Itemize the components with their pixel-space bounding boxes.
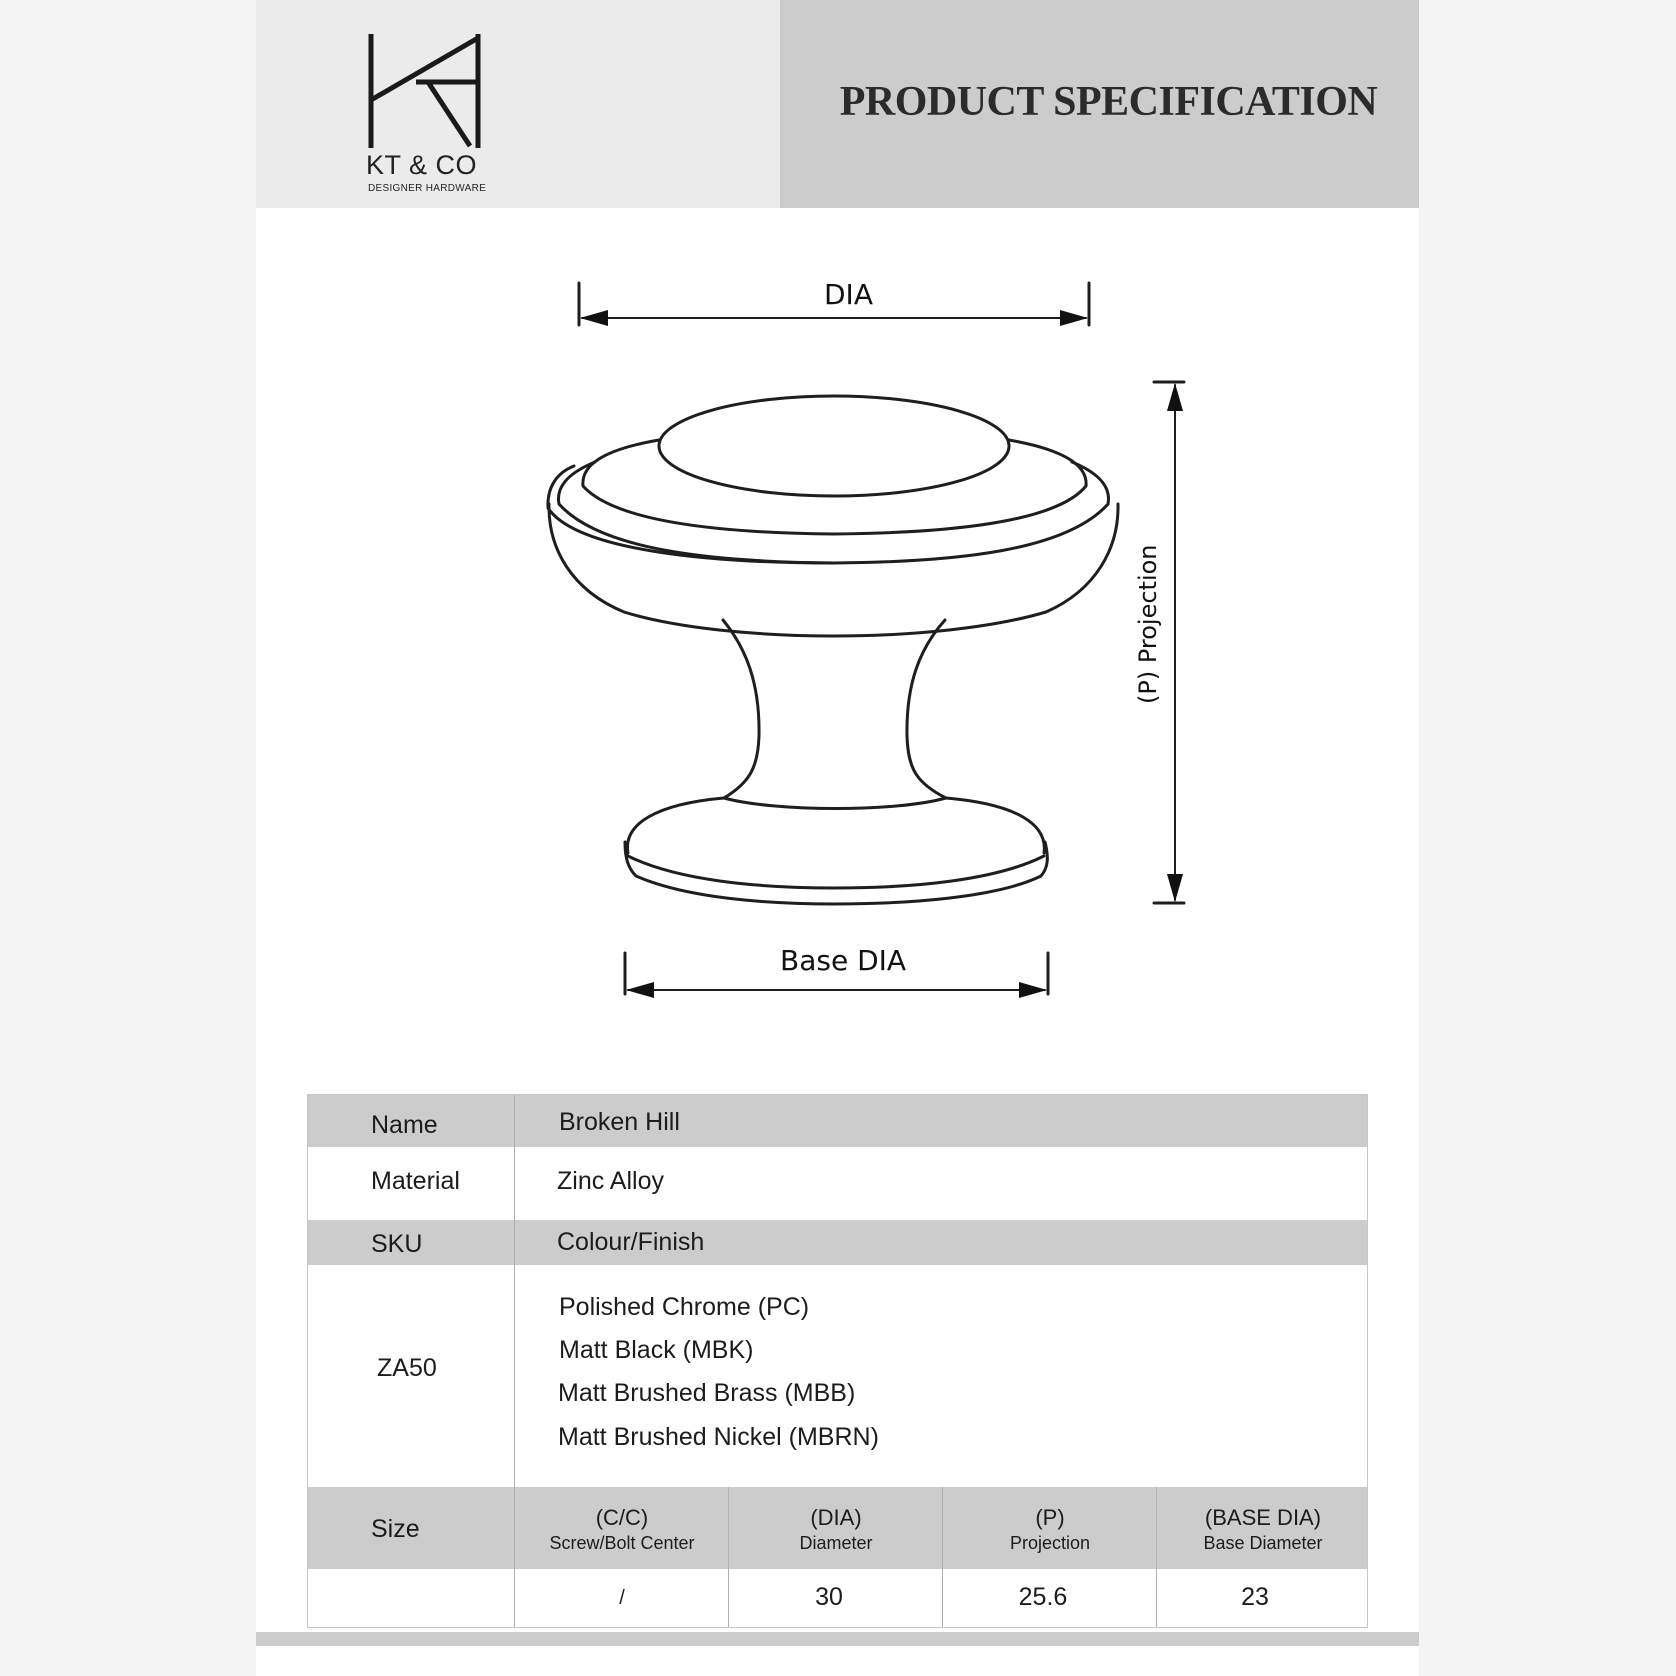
title-panel [780, 0, 1419, 208]
sku-row [308, 1220, 1367, 1265]
size-col-projection [943, 1505, 1157, 1554]
size-value-base-dia: 23 [1241, 1583, 1269, 1611]
logo-panel [256, 0, 780, 208]
finish-item: Matt Brushed Nickel (MBRN) [558, 1423, 879, 1451]
size-header-row [308, 1487, 1367, 1569]
size-col-desc: Projection [1009, 1533, 1091, 1553]
name-value: Broken Hill [559, 1108, 680, 1136]
column-divider [728, 1487, 729, 1627]
finish-row [308, 1265, 1367, 1487]
material-label: Material [371, 1167, 460, 1195]
size-col-base-dia [1157, 1505, 1369, 1554]
size-value-dia: 30 [815, 1583, 843, 1611]
material-row [308, 1147, 1367, 1214]
knob-neck-right [907, 620, 946, 798]
finish-item: Matt Black (MBK) [559, 1336, 754, 1364]
brand-tagline: DESIGNER HARDWARE [368, 183, 487, 194]
sku-label: SKU [371, 1230, 423, 1258]
name-row [308, 1095, 1367, 1147]
size-col-code: (BASE DIA) [1204, 1505, 1322, 1530]
size-value-projection: 25.6 [1018, 1583, 1068, 1611]
material-value: Zinc Alloy [557, 1167, 664, 1195]
knob-base-collar [724, 798, 946, 809]
brand-name: KT & CO [366, 150, 478, 180]
footer-bar [256, 1632, 1419, 1646]
size-col-desc: Base Diameter [1203, 1533, 1323, 1553]
size-label: Size [371, 1515, 420, 1543]
spec-table [307, 1094, 1368, 1628]
knob-ring-1 [583, 440, 1086, 534]
knob-ring-3 [548, 466, 834, 563]
projection-label: (P) Projection [1134, 544, 1162, 704]
name-label: Name [371, 1111, 438, 1139]
column-divider [942, 1487, 943, 1627]
base-dia-label: Base DIA [780, 944, 907, 977]
size-col-desc: Diameter [799, 1533, 873, 1553]
knob-dome [549, 504, 1118, 636]
finish-item: Matt Brushed Brass (MBB) [558, 1379, 856, 1407]
page-title: PRODUCT SPECIFICATION [839, 79, 1378, 125]
knob-neck-left [723, 620, 759, 798]
knob-base-lip [628, 856, 1044, 888]
size-col-cc [515, 1505, 729, 1554]
knob-drawing [256, 208, 1419, 1028]
column-divider [514, 1095, 515, 1627]
size-col-code: (P) [1035, 1505, 1065, 1530]
size-col-code: (DIA) [810, 1505, 862, 1530]
size-col-code: (C/C) [595, 1505, 649, 1530]
column-divider [1156, 1487, 1157, 1627]
knob-base-top [628, 798, 1045, 853]
dia-label: DIA [824, 278, 873, 311]
size-value-row [308, 1569, 1367, 1629]
spec-sheet [256, 0, 1419, 1676]
colour-finish-label: Colour/Finish [557, 1228, 705, 1256]
sku-value: ZA50 [377, 1354, 437, 1382]
size-col-dia [729, 1505, 943, 1554]
finish-item: Polished Chrome (PC) [559, 1293, 810, 1321]
size-col-desc: Screw/Bolt Center [549, 1533, 695, 1553]
knob-top-face [659, 396, 1009, 496]
size-value-cc: / [619, 1587, 625, 1609]
knob-base-edge [625, 842, 1047, 904]
